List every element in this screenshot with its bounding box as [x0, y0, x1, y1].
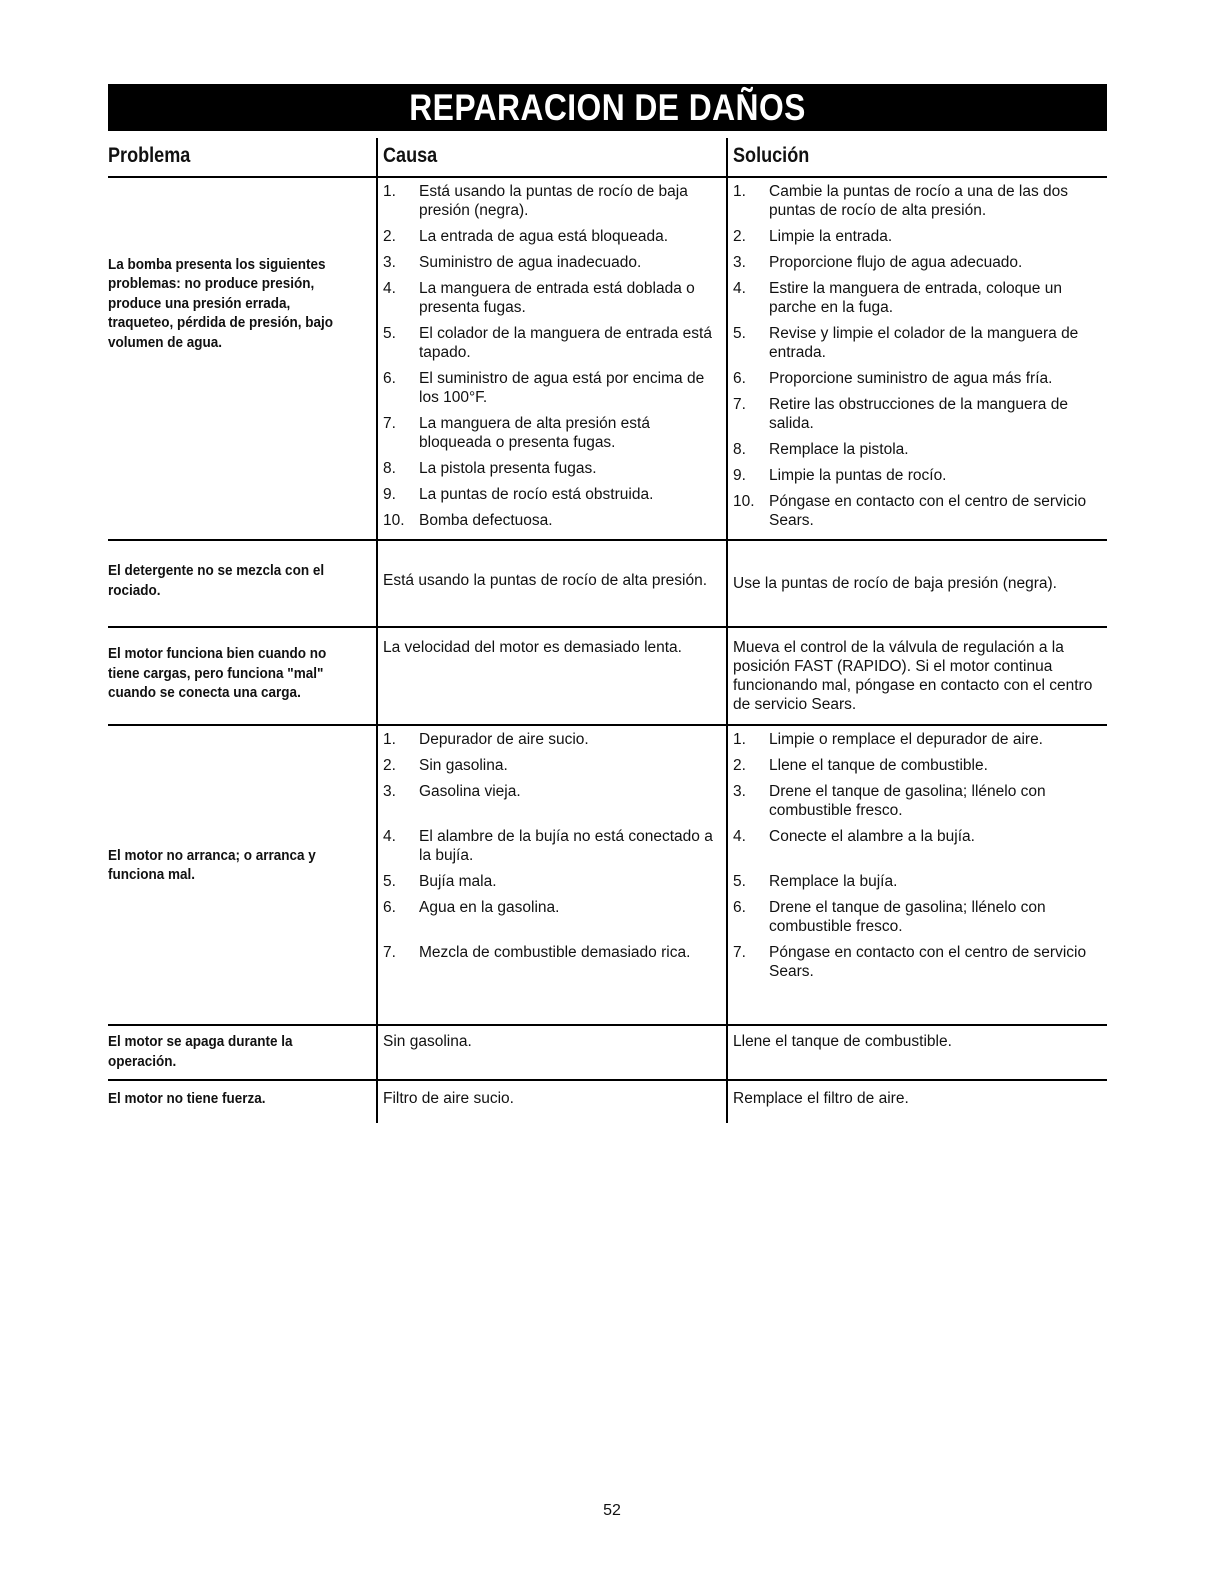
list-item: 3. Proporcione flujo de agua adecuado. — [733, 254, 1023, 271]
cause-cell: Está usando la puntas de rocío de alta presión. — [377, 540, 727, 627]
list-item: 9. Limpie la puntas de rocío. — [733, 467, 947, 484]
page-title: REPARACION DE DAÑOS — [108, 84, 1107, 131]
list-item: 7. Póngase en contacto con el centro de servicio Sears. — [733, 944, 1087, 980]
list-item: 5. Bujía mala. — [383, 873, 497, 890]
problem-cell: El motor se apaga durante la operación. — [108, 1025, 377, 1080]
solution-cell: Llene el tanque de combustible. — [727, 1025, 1107, 1080]
list-item: 3. Drene el tanque de gasolina; llénelo con combustible fresco. — [733, 783, 1046, 819]
list-item: 6. El suministro de agua está por encima de los 100°F. — [383, 370, 705, 406]
list-item: 4. Conecte el alambre a la bujía. — [733, 828, 975, 845]
problem-cell: La bomba presenta los siguientes problemas: no produce presión, produce una presión errada, traqueteo, pérdida de presión, bajo volumen de agua. — [108, 177, 377, 540]
list-item: 2. La entrada de agua está bloqueada. — [383, 228, 669, 245]
table-row — [108, 540, 1107, 627]
cause-cell: Sin gasolina. — [377, 1025, 727, 1080]
problem-cell: El motor no tiene fuerza. — [108, 1090, 266, 1107]
solution-cell: Remplace el filtro de aire. — [727, 1080, 1107, 1123]
solution-cell: Mueva el control de la válvula de regulación a la posición FAST (RAPIDO). Si el motor continua funcionando mal, póngase en contacto con el centro de servicio Sears. — [727, 627, 1107, 725]
list-item: 6. Proporcione suministro de agua más fría. — [733, 370, 1053, 387]
solution-cell — [727, 725, 1107, 1025]
list-item: 2. Sin gasolina. — [383, 757, 508, 774]
list-item: 10. Bomba defectuosa. — [383, 512, 553, 529]
list-item: 1. Cambie la puntas de rocío a una de las dos puntas de rocío de alta presión. — [733, 183, 1068, 219]
list-item: 6. Agua en la gasolina. — [383, 899, 560, 916]
list-item: 7. La manguera de alta presión está bloqueada o presenta fugas. — [383, 415, 650, 451]
cause-cell — [377, 725, 727, 1025]
list-item: 2. Limpie la entrada. — [733, 228, 893, 245]
solution-cell: Use la puntas de rocío de baja presión (negra). — [727, 540, 1107, 627]
list-item: 6. Drene el tanque de gasolina; llénelo con combustible fresco. — [733, 899, 1046, 935]
table-row — [108, 627, 1107, 725]
problem-cell: El motor funciona bien cuando no tiene cargas, pero funciona "mal" cuando se conecta una carga. — [108, 627, 377, 725]
header-problem: Problema — [108, 138, 377, 177]
list-item: 1. Está usando la puntas de rocío de baja presión (negra). — [383, 183, 688, 219]
table-row — [108, 1080, 1107, 1123]
header-cause: Causa — [377, 138, 727, 177]
list-item: 8. Remplace la pistola. — [733, 441, 909, 458]
list-item: 3. Gasolina vieja. — [383, 783, 521, 800]
cause-cell — [377, 177, 727, 540]
list-item: 2. Llene el tanque de combustible. — [733, 757, 988, 774]
cause-cell: La velocidad del motor es demasiado lenta. — [377, 627, 727, 725]
list-item: 5. Remplace la bujía. — [733, 873, 898, 890]
list-item: 4. Estire la manguera de entrada, coloque un parche en la fuga. — [733, 280, 1062, 316]
list-item: 5. Revise y limpie el colador de la manguera de entrada. — [733, 325, 1079, 361]
list-item: 1. Limpie o remplace el depurador de aire. — [733, 731, 1043, 748]
problem-cell: El motor no arranca; o arranca y funciona mal. — [108, 725, 377, 1025]
header-solution: Solución — [727, 138, 1107, 177]
page-number: 52 — [603, 1502, 621, 1519]
list-item: 1. Depurador de aire sucio. — [383, 731, 589, 748]
list-item: 4. El alambre de la bujía no está conectado a la bujía. — [383, 828, 713, 864]
list-item: 7. Mezcla de combustible demasiado rica. — [383, 944, 691, 961]
table-row — [108, 1025, 1107, 1080]
list-item: 7. Retire las obstrucciones de la manguera de salida. — [733, 396, 1068, 432]
troubleshooting-table — [108, 138, 1107, 1123]
list-item: 4. La manguera de entrada está doblada o presenta fugas. — [383, 280, 695, 316]
list-item: 3. Suministro de agua inadecuado. — [383, 254, 642, 271]
list-item: 10. Póngase en contacto con el centro de servicio Sears. — [733, 493, 1087, 529]
solution-cell — [727, 177, 1107, 540]
list-item: 9. La puntas de rocío está obstruida. — [383, 486, 654, 503]
cause-cell: Filtro de aire sucio. — [377, 1080, 727, 1123]
table-row — [108, 177, 1107, 540]
list-item: 8. La pistola presenta fugas. — [383, 460, 597, 477]
table-row — [108, 725, 1107, 1025]
problem-cell: El detergente no se mezcla con el rociado. — [108, 540, 377, 627]
list-item: 5. El colador de la manguera de entrada está tapado. — [383, 325, 712, 361]
